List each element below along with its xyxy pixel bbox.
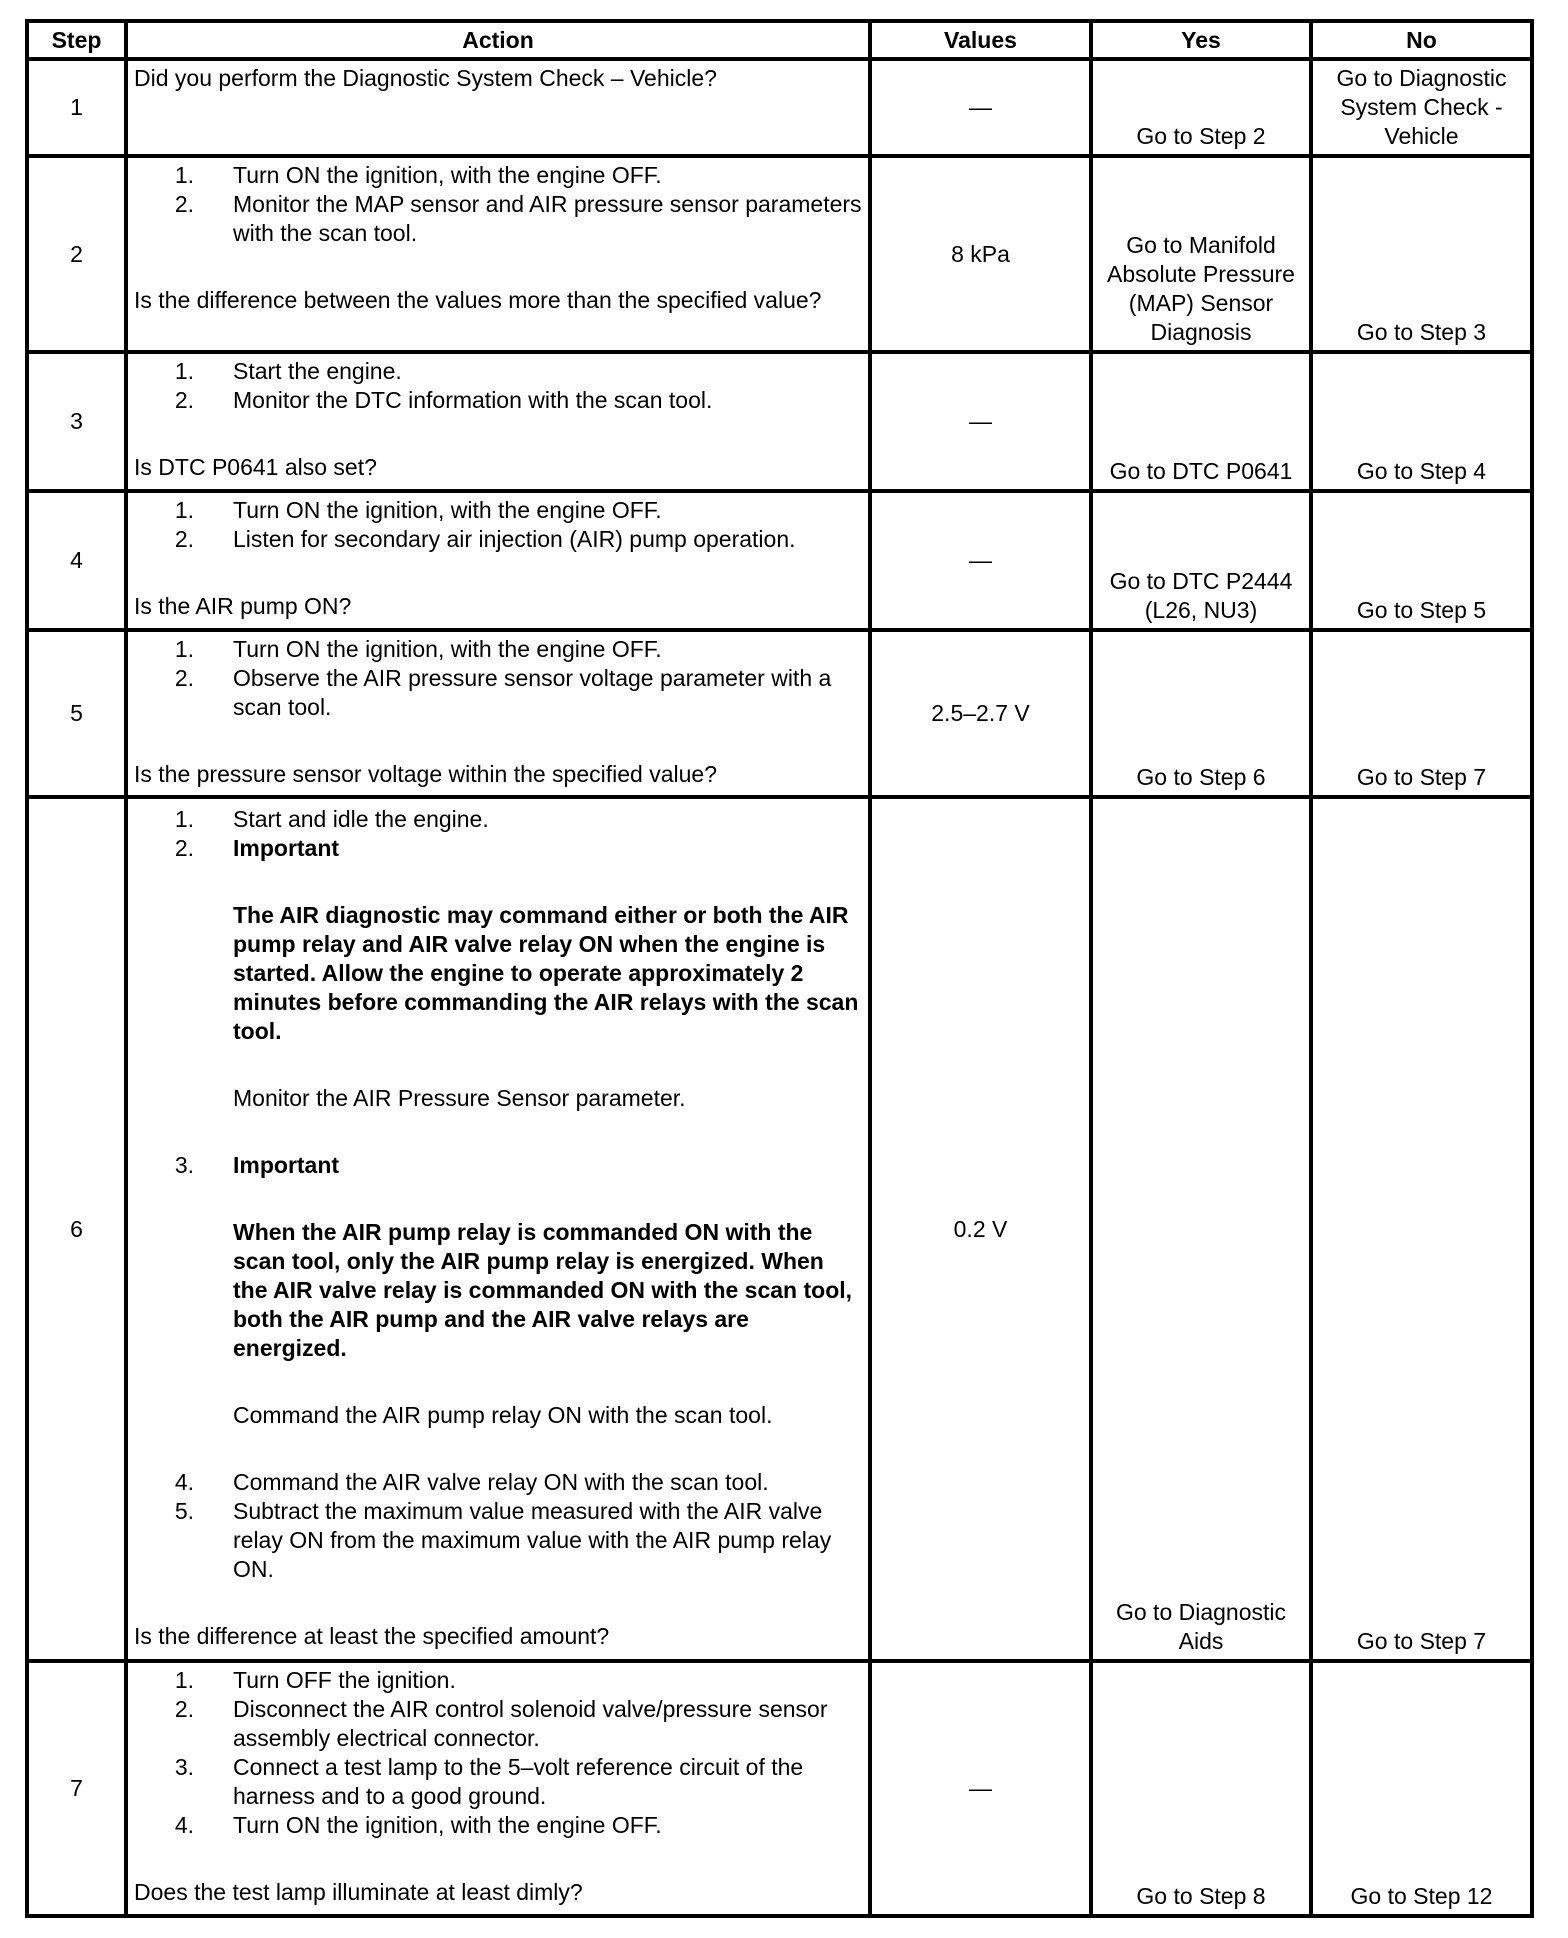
action-question: Is the difference between the values more than the specified value? [134,287,822,313]
important-note: The AIR diagnostic may command either or both the AIR pump relay and AIR valve relay ON when the engine is started. Allow the engine to operate approximately 2 minutes before commanding the AIR relays with the scan tool. [233,902,859,1044]
step-number: 4 [27,491,126,630]
action-cell [126,630,870,797]
list-item-number: 1. [174,636,194,662]
list-item [134,834,862,1151]
no-cell: Go to Step 5 [1311,491,1532,630]
no-cell: Go to Step 7 [1311,630,1532,797]
important-heading: Important [233,1152,340,1178]
list-item [134,635,862,664]
list-item-number: 1. [174,162,194,188]
action-question: Does the test lamp illuminate at least dimly? [134,1879,583,1905]
step-number: 5 [27,630,126,797]
list-item-text: Disconnect the AIR control solenoid valve/pressure sensor assembly electrical connector. [233,1696,828,1751]
list-item-body [233,834,862,1151]
header-row [27,21,1532,59]
list-item-text: Monitor the MAP sensor and AIR pressure sensor parameters with the scan tool. [233,191,862,246]
list-item-number: 1. [174,1667,194,1693]
yes-cell: Go to DTC P0641 [1091,352,1311,491]
list-item-number: 2. [174,1696,194,1722]
list-item [134,386,862,415]
yes-cell: Go to Step 6 [1091,630,1311,797]
action-list [134,1666,862,1840]
action-list [134,496,862,554]
values-cell: — [870,352,1091,491]
list-item-number: 3. [174,1754,194,1780]
values-cell: — [870,491,1091,630]
list-item-text: Subtract the maximum value measured with the AIR valve relay ON from the maximum value with the AIR pump relay ON. [233,1498,832,1582]
list-item [134,1497,862,1584]
no-cell: Go to Step 4 [1311,352,1532,491]
yes-cell: Go to Diagnostic Aids [1091,797,1311,1661]
list-item-text: Connect a test lamp to the 5–volt reference circuit of the harness and to a good ground. [233,1754,804,1809]
list-item [134,496,862,525]
action-question: Is the difference at least the specified amount? [134,1623,610,1649]
list-item [134,190,862,248]
action-list [134,161,862,248]
list-item [134,1151,862,1468]
table-row [27,156,1532,352]
table-row [27,59,1532,156]
important-note: When the AIR pump relay is commanded ON with the scan tool, only the AIR pump relay is energized. When the AIR valve relay is commanded ON with the scan tool, both the AIR pump and the AIR valve relays are energized. [233,1219,853,1361]
list-item [134,1811,862,1840]
list-item-text: Command the AIR valve relay ON with the scan tool. [233,1469,769,1495]
table-row [27,1661,1532,1916]
header-values: Values [870,21,1091,59]
list-item-number: 1. [174,497,194,523]
values-cell: 2.5–2.7 V [870,630,1091,797]
action-question: Is the pressure sensor voltage within the specified value? [134,761,717,787]
list-item-number: 2. [174,665,194,691]
list-item [134,1753,862,1811]
list-item [134,525,862,554]
diagnostic-table [25,19,1534,1918]
list-item [134,664,862,722]
list-item-number: 4. [174,1812,194,1838]
action-question: Did you perform the Diagnostic System Check – Vehicle? [134,65,717,91]
yes-cell: Go to DTC P2444 (L26, NU3) [1091,491,1311,630]
list-item-number: 4. [174,1469,194,1495]
values-cell: 8 kPa [870,156,1091,352]
action-list [134,357,862,415]
list-item-number: 3. [174,1152,194,1178]
action-cell [126,352,870,491]
list-item-text: Turn ON the ignition, with the engine OFF. [233,497,662,523]
no-cell: Go to Step 7 [1311,797,1532,1661]
list-item [134,357,862,386]
values-cell: — [870,59,1091,156]
action-cell [126,156,870,352]
list-item [134,1666,862,1695]
yes-cell: Go to Manifold Absolute Pressure (MAP) Sensor Diagnosis [1091,156,1311,352]
list-item-text: Turn ON the ignition, with the engine OFF. [233,636,662,662]
values-cell: 0.2 V [870,797,1091,1661]
header-yes: Yes [1091,21,1311,59]
list-item-text: Start and idle the engine. [233,806,489,832]
no-cell: Go to Diagnostic System Check - Vehicle [1311,59,1532,156]
list-item [134,805,862,834]
list-item-text: Listen for secondary air injection (AIR) pump operation. [233,526,796,552]
list-item-text: Turn ON the ignition, with the engine OFF. [233,1812,662,1838]
yes-cell: Go to Step 8 [1091,1661,1311,1916]
list-item-text: Command the AIR pump relay ON with the scan tool. [233,1402,773,1428]
important-heading: Important [233,835,340,861]
list-item-number: 1. [174,358,194,384]
list-item-text: Turn OFF the ignition. [233,1667,456,1693]
diagnostic-table-wrapper [25,19,1534,1918]
action-question: Is DTC P0641 also set? [134,454,377,480]
step-number: 2 [27,156,126,352]
list-item-text: Observe the AIR pressure sensor voltage parameter with a scan tool. [233,665,832,720]
header-action: Action [126,21,870,59]
step-number: 3 [27,352,126,491]
list-item-text: Turn ON the ignition, with the engine OFF. [233,162,662,188]
action-question: Is the AIR pump ON? [134,593,352,619]
list-item-body [233,1151,862,1468]
header-step: Step [27,21,126,59]
list-item [134,161,862,190]
list-item [134,1695,862,1753]
table-row [27,630,1532,797]
action-cell [126,59,870,156]
action-cell [126,1661,870,1916]
list-item-text: Monitor the DTC information with the scan tool. [233,387,713,413]
table-row [27,797,1532,1661]
yes-cell: Go to Step 2 [1091,59,1311,156]
action-cell [126,491,870,630]
list-item-number: 2. [174,835,194,861]
step-number: 7 [27,1661,126,1916]
no-cell: Go to Step 3 [1311,156,1532,352]
list-item-number: 1. [174,806,194,832]
list-item-number: 2. [174,526,194,552]
header-no: No [1311,21,1532,59]
action-cell [126,797,870,1661]
list-item-text: Start the engine. [233,358,402,384]
values-cell: — [870,1661,1091,1916]
action-list [134,635,862,722]
list-item-number: 5. [174,1498,194,1524]
list-item-number: 2. [174,191,194,217]
list-item [134,1468,862,1497]
list-item-number: 2. [174,387,194,413]
no-cell: Go to Step 12 [1311,1661,1532,1916]
action-list [134,805,862,1584]
list-item-text: Monitor the AIR Pressure Sensor parameter. [233,1085,686,1111]
step-number: 1 [27,59,126,156]
table-row [27,352,1532,491]
table-row [27,491,1532,630]
step-number: 6 [27,797,126,1661]
